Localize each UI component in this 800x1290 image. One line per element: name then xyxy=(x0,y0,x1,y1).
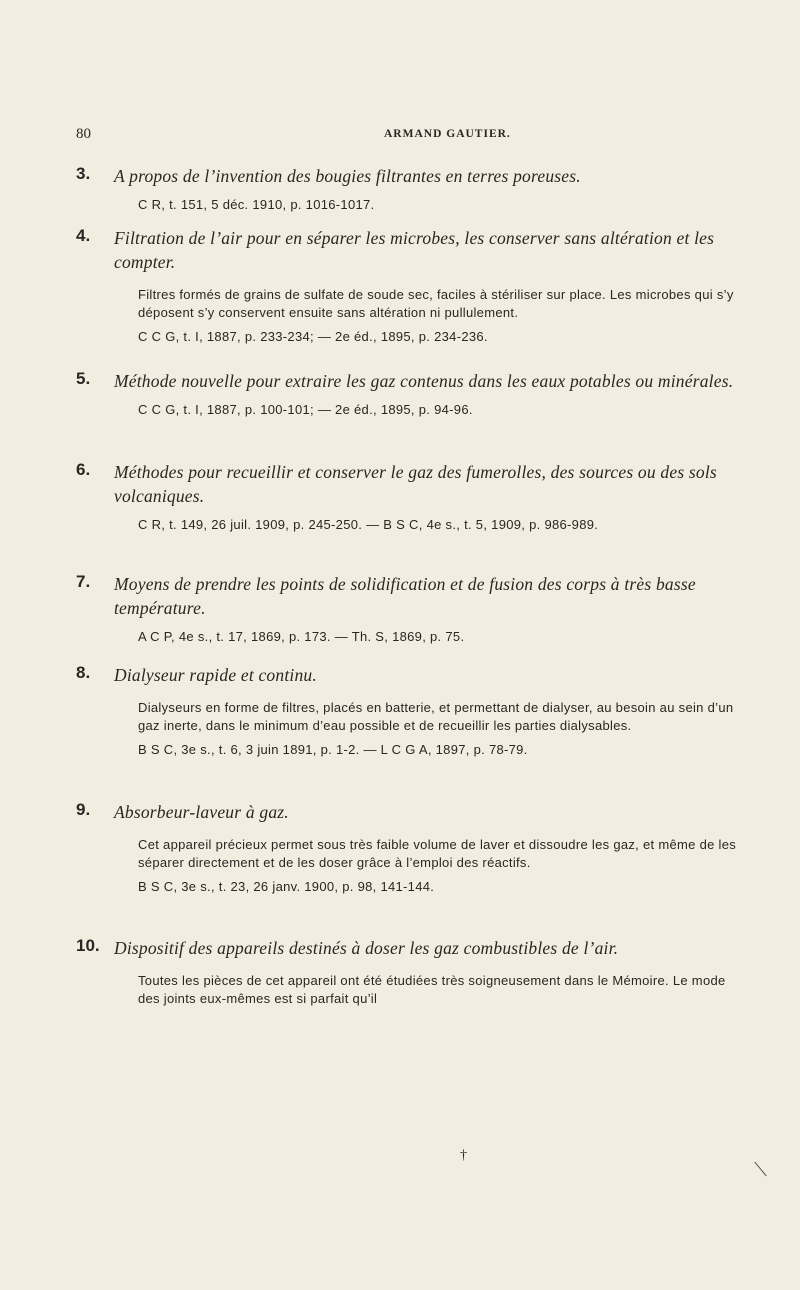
entry-reference: B S C, 3e s., t. 6, 3 juin 1891, p. 1-2. — L C G A, 1897, p. 78-79. xyxy=(138,742,528,757)
entry-number: 3. xyxy=(76,164,91,183)
page-number: 80 xyxy=(76,126,91,142)
scan-stroke xyxy=(754,1162,766,1176)
entry-description: Dialyseurs en forme de filtres, placés en batterie, et permettant de dialyser, au besoin au sein d’un gaz inerte, dans le minimum d’eau possible et de recueillir les parties dialysables. xyxy=(138,700,734,733)
entry-reference: B S C, 3e s., t. 23, 26 janv. 1900, p. 98, 141-144. xyxy=(138,879,435,894)
entry-description: Toutes les pièces de cet appareil ont été étudiées très soigneusement dans le Mémoire. Le mode des joints eux-mêmes est si parfait qu’il xyxy=(138,973,726,1006)
entry-reference: C R, t. 151, 5 déc. 1910, p. 1016-1017. xyxy=(138,197,375,212)
entry-number: 8. xyxy=(76,663,91,682)
dagger-mark: † xyxy=(460,1148,467,1163)
entry-number: 9. xyxy=(76,800,91,819)
running-header xyxy=(76,126,756,146)
entry-7 xyxy=(76,572,736,646)
entry-reference: A C P, 4e s., t. 17, 1869, p. 173. — Th. S, 1869, p. 75. xyxy=(138,629,465,644)
author-header: ARMAND GAUTIER. xyxy=(384,128,511,140)
entry-number: 10. xyxy=(76,936,100,955)
entry-title: Absorbeur-laveur à gaz. xyxy=(114,802,289,822)
entry-8 xyxy=(76,663,736,759)
entry-title: Méthode nouvelle pour extraire les gaz contenus dans les eaux potables ou minérales. xyxy=(114,371,734,391)
entry-title: Méthodes pour recueillir et conserver le gaz des fumerolles, des sources ou des sols volcaniques. xyxy=(114,462,717,506)
entry-4 xyxy=(76,226,736,346)
entry-reference: C C G, t. I, 1887, p. 233-234; — 2e éd., 1895, p. 234-236. xyxy=(138,329,488,344)
entry-6 xyxy=(76,460,736,534)
entry-5 xyxy=(76,369,736,419)
entry-reference: C C G, t. I, 1887, p. 100-101; — 2e éd., 1895, p. 94-96. xyxy=(138,402,473,417)
entry-reference: C R, t. 149, 26 juil. 1909, p. 245-250. — B S C, 4e s., t. 5, 1909, p. 986-989. xyxy=(138,517,599,532)
entry-number: 4. xyxy=(76,226,91,245)
entry-title: Dispositif des appareils destinés à doser les gaz combustibles de l’air. xyxy=(114,938,619,958)
entry-title: A propos de l’invention des bougies filtrantes en terres poreuses. xyxy=(114,166,581,186)
entry-10 xyxy=(76,936,736,1008)
entry-title: Moyens de prendre les points de solidification et de fusion des corps à très basse température. xyxy=(114,574,696,618)
entry-title: Filtration de l’air pour en séparer les microbes, les conserver sans altération et les compter. xyxy=(114,228,715,272)
entry-description: Cet appareil précieux permet sous très faible volume de laver et dissoudre les gaz, et même de les séparer directement et de les doser grâce à l’emploi des réactifs. xyxy=(138,837,737,870)
entry-title: Dialyseur rapide et continu. xyxy=(114,665,317,685)
entry-number: 5. xyxy=(76,369,91,388)
entry-number: 7. xyxy=(76,572,91,591)
entry-description: Filtres formés de grains de sulfate de soude sec, faciles à stériliser sur place. Les microbes qui s’y déposent s’y conservent ensuite sans altération ni pullulement. xyxy=(138,287,734,320)
entry-number: 6. xyxy=(76,460,91,479)
entry-3 xyxy=(76,164,736,214)
entry-9 xyxy=(76,800,736,896)
